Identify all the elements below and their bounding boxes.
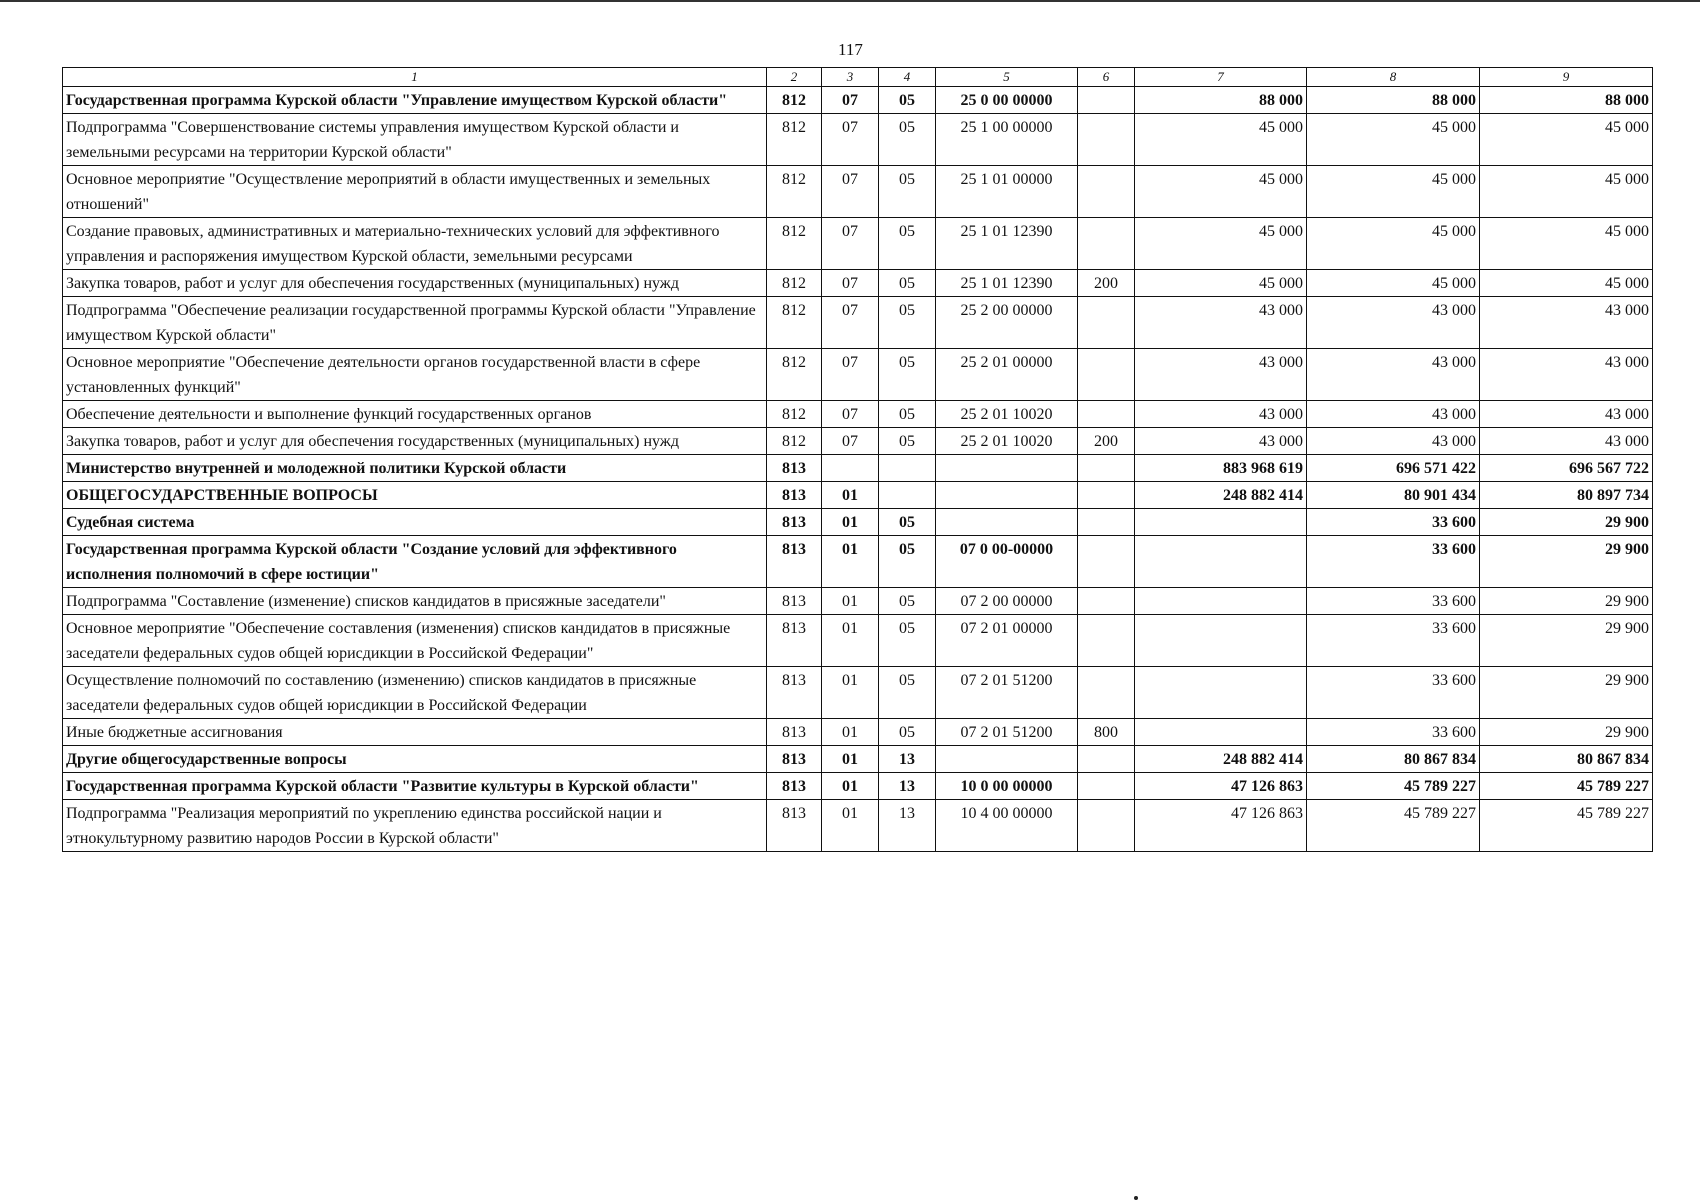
row-name-cell: Другие общегосударственные вопросы — [63, 746, 767, 773]
target-article-cell: 25 2 00 00000 — [936, 297, 1078, 349]
target-article-cell — [936, 482, 1078, 509]
target-article-cell: 07 0 00-00000 — [936, 536, 1078, 588]
amount-col9-cell: 29 900 — [1480, 615, 1653, 667]
amount-col7-cell: 248 882 414 — [1135, 482, 1307, 509]
admin-code-cell: 812 — [767, 401, 822, 428]
table-row — [63, 773, 1653, 800]
amount-col9-cell: 45 000 — [1480, 166, 1653, 218]
section-code-cell: 01 — [822, 719, 879, 746]
section-code-cell: 07 — [822, 297, 879, 349]
amount-col7-cell: 45 000 — [1135, 114, 1307, 166]
admin-code-cell: 813 — [767, 509, 822, 536]
column-header: 7 — [1135, 68, 1307, 87]
column-header: 1 — [63, 68, 767, 87]
subsection-code-cell: 05 — [879, 297, 936, 349]
table-row — [63, 482, 1653, 509]
expense-type-cell — [1078, 455, 1135, 482]
expense-type-cell — [1078, 800, 1135, 852]
subsection-code-cell: 05 — [879, 509, 936, 536]
section-code-cell: 01 — [822, 482, 879, 509]
subsection-code-cell — [879, 455, 936, 482]
amount-col7-cell: 883 968 619 — [1135, 455, 1307, 482]
amount-col9-cell: 29 900 — [1480, 719, 1653, 746]
amount-col7-cell — [1135, 509, 1307, 536]
admin-code-cell: 813 — [767, 455, 822, 482]
expense-type-cell — [1078, 773, 1135, 800]
amount-col8-cell: 43 000 — [1307, 428, 1480, 455]
admin-code-cell: 813 — [767, 773, 822, 800]
target-article-cell: 07 2 01 51200 — [936, 719, 1078, 746]
row-name-cell: Государственная программа Курской области "Управление имуществом Курской области" — [63, 87, 767, 114]
row-name-cell: Основное мероприятие "Осуществление мероприятий в области имущественных и земельных отношений" — [63, 166, 767, 218]
amount-col8-cell: 45 000 — [1307, 270, 1480, 297]
admin-code-cell: 813 — [767, 800, 822, 852]
target-article-cell: 10 4 00 00000 — [936, 800, 1078, 852]
admin-code-cell: 813 — [767, 536, 822, 588]
section-code-cell: 07 — [822, 114, 879, 166]
expense-type-cell — [1078, 667, 1135, 719]
expense-type-cell — [1078, 218, 1135, 270]
amount-col7-cell: 45 000 — [1135, 166, 1307, 218]
table-row — [63, 114, 1653, 166]
amount-col7-cell — [1135, 615, 1307, 667]
amount-col8-cell: 43 000 — [1307, 349, 1480, 401]
expense-type-cell — [1078, 588, 1135, 615]
section-code-cell: 07 — [822, 87, 879, 114]
amount-col9-cell: 43 000 — [1480, 401, 1653, 428]
target-article-cell — [936, 746, 1078, 773]
row-name-cell: Обеспечение деятельности и выполнение функций государственных органов — [63, 401, 767, 428]
expense-type-cell — [1078, 114, 1135, 166]
amount-col8-cell: 80 867 834 — [1307, 746, 1480, 773]
row-name-cell: Основное мероприятие "Обеспечение деятельности органов государственной власти в сфере установленных функций" — [63, 349, 767, 401]
table-row — [63, 667, 1653, 719]
target-article-cell: 07 2 01 51200 — [936, 667, 1078, 719]
amount-col8-cell: 88 000 — [1307, 87, 1480, 114]
amount-col8-cell: 33 600 — [1307, 667, 1480, 719]
expense-type-cell: 200 — [1078, 270, 1135, 297]
admin-code-cell: 812 — [767, 114, 822, 166]
amount-col8-cell: 45 000 — [1307, 218, 1480, 270]
table-row — [63, 536, 1653, 588]
table-row — [63, 270, 1653, 297]
target-article-cell: 07 2 00 00000 — [936, 588, 1078, 615]
amount-col7-cell: 43 000 — [1135, 428, 1307, 455]
amount-col9-cell: 29 900 — [1480, 536, 1653, 588]
section-code-cell: 07 — [822, 401, 879, 428]
table-body — [63, 87, 1653, 852]
table-row — [63, 615, 1653, 667]
admin-code-cell: 813 — [767, 588, 822, 615]
expense-type-cell — [1078, 87, 1135, 114]
amount-col8-cell: 33 600 — [1307, 536, 1480, 588]
section-code-cell: 07 — [822, 349, 879, 401]
amount-col7-cell: 47 126 863 — [1135, 800, 1307, 852]
table-row — [63, 87, 1653, 114]
table-row — [63, 746, 1653, 773]
amount-col7-cell: 43 000 — [1135, 349, 1307, 401]
row-name-cell: Закупка товаров, работ и услуг для обеспечения государственных (муниципальных) нужд — [63, 428, 767, 455]
amount-col8-cell: 43 000 — [1307, 297, 1480, 349]
section-code-cell: 01 — [822, 800, 879, 852]
amount-col7-cell — [1135, 588, 1307, 615]
admin-code-cell: 812 — [767, 349, 822, 401]
row-name-cell: Иные бюджетные ассигнования — [63, 719, 767, 746]
section-code-cell: 07 — [822, 166, 879, 218]
admin-code-cell: 812 — [767, 297, 822, 349]
table-row — [63, 800, 1653, 852]
amount-col9-cell: 43 000 — [1480, 349, 1653, 401]
subsection-code-cell: 13 — [879, 746, 936, 773]
admin-code-cell: 813 — [767, 615, 822, 667]
amount-col8-cell: 45 789 227 — [1307, 773, 1480, 800]
expense-type-cell: 200 — [1078, 428, 1135, 455]
target-article-cell: 25 2 01 00000 — [936, 349, 1078, 401]
amount-col7-cell: 45 000 — [1135, 218, 1307, 270]
target-article-cell: 25 2 01 10020 — [936, 401, 1078, 428]
expense-type-cell — [1078, 615, 1135, 667]
amount-col9-cell: 29 900 — [1480, 509, 1653, 536]
amount-col7-cell — [1135, 667, 1307, 719]
subsection-code-cell — [879, 482, 936, 509]
column-header: 6 — [1078, 68, 1135, 87]
amount-col9-cell: 29 900 — [1480, 588, 1653, 615]
target-article-cell — [936, 455, 1078, 482]
target-article-cell: 25 0 00 00000 — [936, 87, 1078, 114]
budget-table — [62, 67, 1653, 852]
admin-code-cell: 813 — [767, 719, 822, 746]
amount-col7-cell: 88 000 — [1135, 87, 1307, 114]
subsection-code-cell: 13 — [879, 773, 936, 800]
expense-type-cell: 800 — [1078, 719, 1135, 746]
admin-code-cell: 813 — [767, 667, 822, 719]
admin-code-cell: 812 — [767, 270, 822, 297]
amount-col7-cell — [1135, 719, 1307, 746]
amount-col7-cell: 47 126 863 — [1135, 773, 1307, 800]
subsection-code-cell: 05 — [879, 588, 936, 615]
section-code-cell: 07 — [822, 428, 879, 455]
amount-col9-cell: 696 567 722 — [1480, 455, 1653, 482]
table-row — [63, 349, 1653, 401]
scan-speck — [1134, 1196, 1138, 1200]
row-name-cell: Подпрограмма "Реализация мероприятий по укреплению единства российской нации и этнокультурному развитию народов России в Курской области" — [63, 800, 767, 852]
subsection-code-cell: 05 — [879, 349, 936, 401]
section-code-cell: 01 — [822, 588, 879, 615]
column-header: 4 — [879, 68, 936, 87]
subsection-code-cell: 05 — [879, 87, 936, 114]
admin-code-cell: 813 — [767, 746, 822, 773]
expense-type-cell — [1078, 166, 1135, 218]
amount-col8-cell: 80 901 434 — [1307, 482, 1480, 509]
subsection-code-cell: 05 — [879, 667, 936, 719]
section-code-cell: 01 — [822, 615, 879, 667]
table-row — [63, 297, 1653, 349]
section-code-cell: 01 — [822, 773, 879, 800]
subsection-code-cell: 05 — [879, 218, 936, 270]
amount-col9-cell: 80 897 734 — [1480, 482, 1653, 509]
amount-col9-cell: 43 000 — [1480, 297, 1653, 349]
amount-col9-cell: 88 000 — [1480, 87, 1653, 114]
column-header: 3 — [822, 68, 879, 87]
table-row — [63, 218, 1653, 270]
expense-type-cell — [1078, 746, 1135, 773]
amount-col8-cell: 45 000 — [1307, 166, 1480, 218]
admin-code-cell: 812 — [767, 428, 822, 455]
subsection-code-cell: 05 — [879, 270, 936, 297]
row-name-cell: Подпрограмма "Обеспечение реализации государственной программы Курской области "Управление имуществом Курской области" — [63, 297, 767, 349]
table-row — [63, 401, 1653, 428]
amount-col7-cell: 45 000 — [1135, 270, 1307, 297]
row-name-cell: Государственная программа Курской области "Развитие культуры в Курской области" — [63, 773, 767, 800]
section-code-cell: 07 — [822, 270, 879, 297]
expense-type-cell — [1078, 536, 1135, 588]
amount-col8-cell: 33 600 — [1307, 719, 1480, 746]
admin-code-cell: 813 — [767, 482, 822, 509]
row-name-cell: Закупка товаров, работ и услуг для обеспечения государственных (муниципальных) нужд — [63, 270, 767, 297]
amount-col8-cell: 33 600 — [1307, 588, 1480, 615]
target-article-cell: 25 2 01 10020 — [936, 428, 1078, 455]
page-number: 117 — [838, 40, 863, 59]
subsection-code-cell: 05 — [879, 401, 936, 428]
section-code-cell: 01 — [822, 746, 879, 773]
amount-col8-cell: 45 789 227 — [1307, 800, 1480, 852]
amount-col9-cell: 45 000 — [1480, 114, 1653, 166]
amount-col8-cell: 43 000 — [1307, 401, 1480, 428]
section-code-cell: 01 — [822, 667, 879, 719]
amount-col8-cell: 696 571 422 — [1307, 455, 1480, 482]
row-name-cell: Основное мероприятие "Обеспечение составления (изменения) списков кандидатов в присяжные заседатели федеральных судов общей юрисдикции в Российской Федерации" — [63, 615, 767, 667]
expense-type-cell — [1078, 297, 1135, 349]
subsection-code-cell: 05 — [879, 719, 936, 746]
target-article-cell: 25 1 00 00000 — [936, 114, 1078, 166]
amount-col9-cell: 29 900 — [1480, 667, 1653, 719]
subsection-code-cell: 05 — [879, 428, 936, 455]
amount-col9-cell: 80 867 834 — [1480, 746, 1653, 773]
amount-col8-cell: 33 600 — [1307, 615, 1480, 667]
expense-type-cell — [1078, 509, 1135, 536]
target-article-cell: 07 2 01 00000 — [936, 615, 1078, 667]
row-name-cell: Министерство внутренней и молодежной политики Курской области — [63, 455, 767, 482]
amount-col7-cell: 43 000 — [1135, 401, 1307, 428]
amount-col8-cell: 45 000 — [1307, 114, 1480, 166]
row-name-cell: Подпрограмма "Совершенствование системы управления имуществом Курской области и земельными ресурсами на территории Курской области" — [63, 114, 767, 166]
amount-col9-cell: 43 000 — [1480, 428, 1653, 455]
subsection-code-cell: 05 — [879, 166, 936, 218]
target-article-cell: 25 1 01 00000 — [936, 166, 1078, 218]
row-name-cell: Подпрограмма "Составление (изменение) списков кандидатов в присяжные заседатели" — [63, 588, 767, 615]
subsection-code-cell: 05 — [879, 615, 936, 667]
table-row — [63, 455, 1653, 482]
target-article-cell — [936, 509, 1078, 536]
column-number-header-row — [63, 68, 1653, 87]
table-row — [63, 588, 1653, 615]
table-row — [63, 719, 1653, 746]
table-row — [63, 166, 1653, 218]
amount-col9-cell: 45 000 — [1480, 270, 1653, 297]
target-article-cell: 10 0 00 00000 — [936, 773, 1078, 800]
subsection-code-cell: 05 — [879, 114, 936, 166]
amount-col8-cell: 33 600 — [1307, 509, 1480, 536]
row-name-cell: Государственная программа Курской области "Создание условий для эффективного исполнения полномочий в сфере юстиции" — [63, 536, 767, 588]
column-header: 8 — [1307, 68, 1480, 87]
table-row — [63, 428, 1653, 455]
section-code-cell — [822, 455, 879, 482]
section-code-cell: 07 — [822, 218, 879, 270]
top-border-line — [0, 0, 1700, 2]
expense-type-cell — [1078, 482, 1135, 509]
target-article-cell: 25 1 01 12390 — [936, 218, 1078, 270]
admin-code-cell: 812 — [767, 87, 822, 114]
amount-col9-cell: 45 789 227 — [1480, 773, 1653, 800]
admin-code-cell: 812 — [767, 166, 822, 218]
expense-type-cell — [1078, 349, 1135, 401]
amount-col9-cell: 45 789 227 — [1480, 800, 1653, 852]
table-row — [63, 509, 1653, 536]
amount-col7-cell — [1135, 536, 1307, 588]
admin-code-cell: 812 — [767, 218, 822, 270]
subsection-code-cell: 05 — [879, 536, 936, 588]
column-header: 9 — [1480, 68, 1653, 87]
amount-col9-cell: 45 000 — [1480, 218, 1653, 270]
column-header: 2 — [767, 68, 822, 87]
amount-col7-cell: 43 000 — [1135, 297, 1307, 349]
target-article-cell: 25 1 01 12390 — [936, 270, 1078, 297]
row-name-cell: ОБЩЕГОСУДАРСТВЕННЫЕ ВОПРОСЫ — [63, 482, 767, 509]
section-code-cell: 01 — [822, 509, 879, 536]
column-header: 5 — [936, 68, 1078, 87]
section-code-cell: 01 — [822, 536, 879, 588]
row-name-cell: Создание правовых, административных и материально-технических условий для эффективного управления и распоряжения имуществом Курской области, земельными ресурсами — [63, 218, 767, 270]
subsection-code-cell: 13 — [879, 800, 936, 852]
amount-col7-cell: 248 882 414 — [1135, 746, 1307, 773]
expense-type-cell — [1078, 401, 1135, 428]
row-name-cell: Осуществление полномочий по составлению (изменению) списков кандидатов в присяжные заседатели федеральных судов общей юрисдикции в Российской Федерации — [63, 667, 767, 719]
row-name-cell: Судебная система — [63, 509, 767, 536]
